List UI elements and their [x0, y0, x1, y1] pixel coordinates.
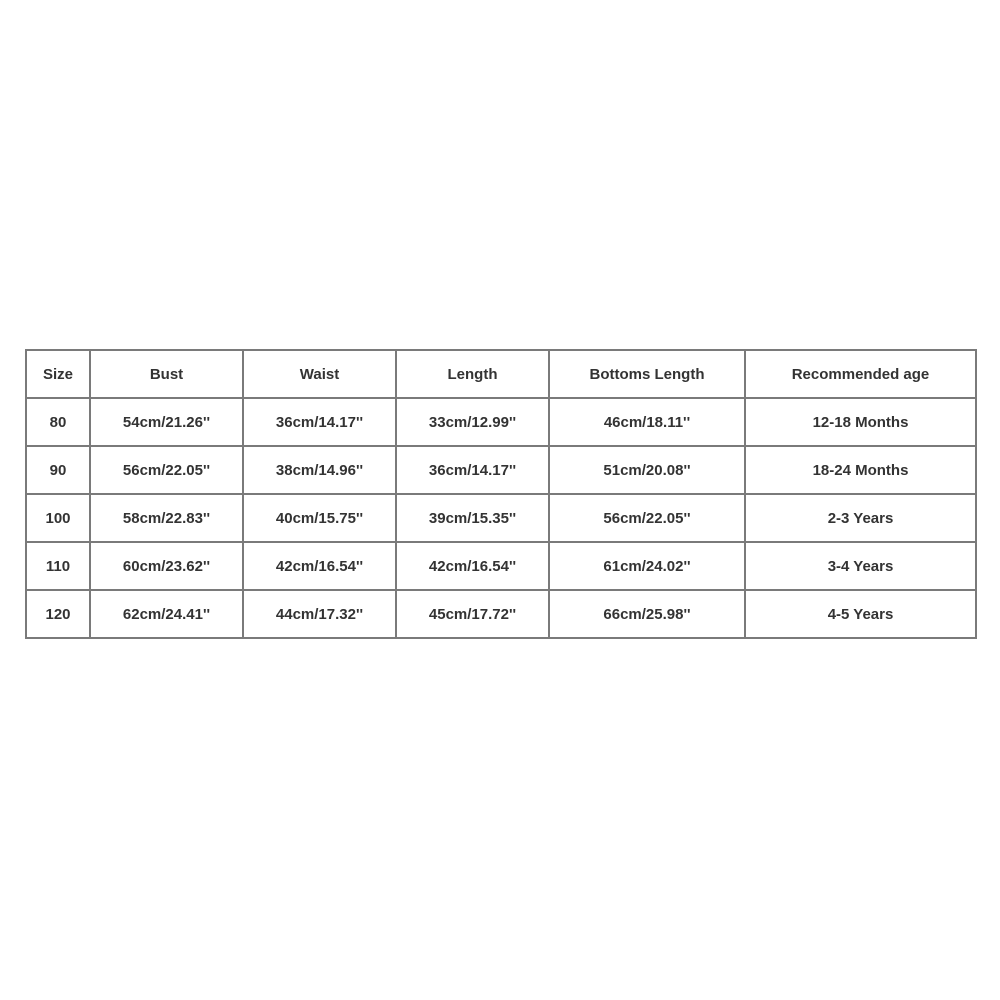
- cell-waist: 42cm/16.54'': [243, 542, 396, 590]
- cell-size: 110: [26, 542, 90, 590]
- size-chart-table: [25, 349, 977, 639]
- cell-recommended-age: 4-5 Years: [745, 590, 976, 638]
- cell-bust: 56cm/22.05'': [90, 446, 243, 494]
- table-row: [26, 590, 976, 638]
- header-row: [26, 350, 976, 398]
- cell-bust: 54cm/21.26'': [90, 398, 243, 446]
- cell-bust: 60cm/23.62'': [90, 542, 243, 590]
- header-length: Length: [396, 350, 549, 398]
- table-body: [26, 398, 976, 638]
- cell-size: 80: [26, 398, 90, 446]
- cell-length: 39cm/15.35'': [396, 494, 549, 542]
- table-row: [26, 398, 976, 446]
- cell-bottoms-length: 61cm/24.02'': [549, 542, 745, 590]
- cell-bottoms-length: 46cm/18.11'': [549, 398, 745, 446]
- table-header: [26, 350, 976, 398]
- cell-bust: 62cm/24.41'': [90, 590, 243, 638]
- cell-length: 42cm/16.54'': [396, 542, 549, 590]
- cell-size: 90: [26, 446, 90, 494]
- cell-length: 45cm/17.72'': [396, 590, 549, 638]
- cell-waist: 36cm/14.17'': [243, 398, 396, 446]
- header-size: Size: [26, 350, 90, 398]
- cell-waist: 38cm/14.96'': [243, 446, 396, 494]
- cell-bottoms-length: 66cm/25.98'': [549, 590, 745, 638]
- cell-recommended-age: 3-4 Years: [745, 542, 976, 590]
- cell-recommended-age: 12-18 Months: [745, 398, 976, 446]
- cell-length: 36cm/14.17'': [396, 446, 549, 494]
- header-bust: Bust: [90, 350, 243, 398]
- cell-waist: 44cm/17.32'': [243, 590, 396, 638]
- cell-recommended-age: 2-3 Years: [745, 494, 976, 542]
- cell-bottoms-length: 51cm/20.08'': [549, 446, 745, 494]
- cell-bust: 58cm/22.83'': [90, 494, 243, 542]
- table-row: [26, 542, 976, 590]
- table-row: [26, 446, 976, 494]
- cell-bottoms-length: 56cm/22.05'': [549, 494, 745, 542]
- cell-length: 33cm/12.99'': [396, 398, 549, 446]
- cell-size: 120: [26, 590, 90, 638]
- cell-recommended-age: 18-24 Months: [745, 446, 976, 494]
- table-row: [26, 494, 976, 542]
- cell-waist: 40cm/15.75'': [243, 494, 396, 542]
- header-bottoms-length: Bottoms Length: [549, 350, 745, 398]
- cell-size: 100: [26, 494, 90, 542]
- header-waist: Waist: [243, 350, 396, 398]
- header-recommended-age: Recommended age: [745, 350, 976, 398]
